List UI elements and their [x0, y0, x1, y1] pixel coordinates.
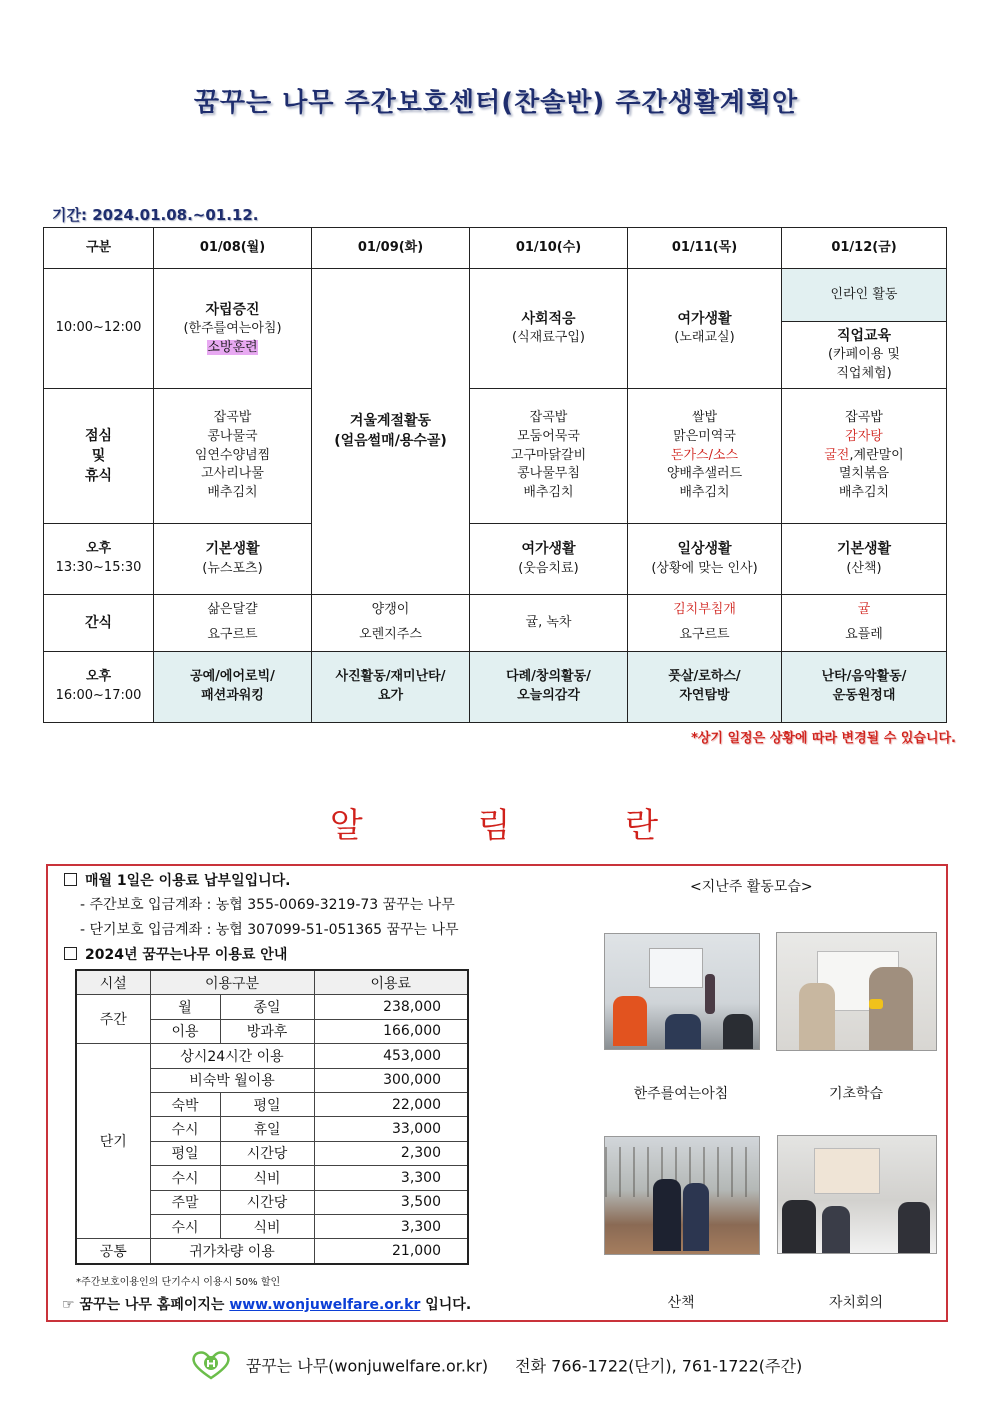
snack-item-special: 김치부침개	[673, 602, 736, 618]
footer-name: 꿈꾸는 나무(wonjuwelfare.or.kr)	[245, 1356, 489, 1376]
activity-line: 운동원정대	[832, 688, 896, 703]
afternoon1-mon-title: 기본생활	[205, 541, 260, 558]
menu-item: 잡곡밥	[213, 409, 252, 425]
schedule-change-note: *상기 일정은 상황에 따라 변경될 수 있습니다.	[691, 731, 956, 746]
photo-caption: 자치회의	[828, 1295, 884, 1311]
photo-caption: 산책	[667, 1295, 695, 1311]
lunch-wed	[470, 389, 628, 524]
lunch-mon	[154, 389, 312, 524]
fee-item: 종일	[220, 995, 314, 1019]
homepage-prefix: 꿈꾸는 나무 홈페이지는	[79, 1297, 225, 1313]
photo-morning	[604, 933, 760, 1050]
photo-council	[777, 1135, 937, 1254]
snack-thu	[628, 595, 782, 652]
afternoon1-label	[44, 524, 154, 595]
schedule-header-row	[44, 228, 947, 269]
afternoon1-label-2: 13:30~15:30	[55, 560, 142, 575]
header-thu: 01/11(목)	[628, 228, 782, 269]
thu-morning-sub: (노래교실)	[674, 330, 735, 346]
activity-line: 오늘의감각	[517, 688, 580, 703]
gallery-title: <지난주 활동모습>	[690, 879, 813, 895]
fri-morning-job-sub1: (카페이용 및	[828, 347, 900, 363]
activity-line: 풋살/로하스/	[668, 669, 741, 685]
fee-item: 귀가차량 이용	[150, 1239, 314, 1264]
activity-line: 공예/에어로빅/	[190, 669, 275, 685]
fee-facility-day: 주간	[76, 995, 150, 1044]
menu-item: 쌀밥	[691, 409, 718, 425]
photo-walk	[604, 1136, 760, 1255]
checkbox-icon	[64, 947, 77, 960]
lunch-label-1: 점심	[84, 427, 113, 444]
thu-morning-title: 여가생활	[677, 310, 732, 327]
mon-morning-title: 자립증진	[205, 301, 260, 318]
activity-line: 요가	[377, 688, 404, 703]
fee-item: 시간당	[220, 1141, 314, 1165]
page-title: 꿈꾸는 나무 주간보호센터(찬솔반) 주간생활계획안	[193, 88, 799, 118]
pointing-hand-icon: ☞	[62, 1297, 80, 1313]
menu-item: 고사리나물	[201, 466, 264, 482]
fee-item: 평일	[220, 1092, 314, 1116]
fee-header-fee: 이용료	[314, 970, 468, 995]
menu-item: 맑은미역국	[673, 428, 736, 444]
table-row	[76, 995, 468, 1019]
fee-subcat: 수시	[150, 1214, 220, 1238]
fri-morning-job	[782, 322, 947, 389]
fee-value: 22,000	[314, 1092, 468, 1116]
header-mon: 01/08(월)	[154, 228, 312, 269]
fee-subcat: 주말	[150, 1190, 220, 1214]
fri-morning-inline: 인라인 활동	[782, 269, 947, 322]
logo-icon	[190, 1350, 232, 1384]
snack-item: 양갱이	[371, 602, 410, 618]
checkbox-icon	[64, 873, 77, 886]
snack-tue	[312, 595, 470, 652]
afternoon2-label	[44, 652, 154, 723]
lunch-thu	[628, 389, 782, 524]
fee-value: 3,300	[314, 1166, 468, 1190]
activity-line: 자연탐방	[679, 688, 730, 703]
menu-item-special: 감자탕	[845, 428, 883, 444]
afternoon1-wed-sub: (웃음치료)	[518, 560, 579, 576]
menu-item-special: 돈가스/소스	[670, 447, 739, 463]
homepage-suffix: 입니다.	[425, 1297, 472, 1313]
fee-value: 453,000	[314, 1044, 468, 1068]
weekly-schedule-table	[43, 227, 947, 723]
fee-item: 상시24시간 이용	[150, 1044, 314, 1068]
header-category: 구분	[44, 228, 154, 269]
menu-item: 양배추샐러드	[666, 466, 743, 482]
mon-morning-sub: (한주를여는아침)	[183, 320, 282, 336]
snack-fri	[782, 595, 947, 652]
afternoon2-wed	[470, 652, 628, 723]
notice-item-payment-text: 매월 1일은 이용료 납부일입니다.	[85, 873, 291, 889]
fri-morning-job-title: 직업교육	[836, 328, 892, 344]
fee-subcat: 평일	[150, 1141, 220, 1165]
afternoon1-label-1: 오후	[85, 541, 112, 557]
lunch-label-2: 및	[91, 447, 106, 464]
fee-value: 238,000	[314, 995, 468, 1019]
fee-table	[75, 969, 469, 1265]
mon-morning-extra: 소방훈련	[207, 339, 258, 355]
notice-item-fees-text: 2024년 꿈꾸는나무 이용료 안내	[85, 947, 288, 963]
lunch-fri	[782, 389, 947, 524]
fee-subcat: 수시	[150, 1166, 220, 1190]
fee-value: 3,300	[314, 1214, 468, 1238]
header-fri: 01/12(금)	[782, 228, 947, 269]
fee-facility-short: 단기	[76, 1044, 150, 1239]
fee-item: 식비	[220, 1214, 314, 1238]
wed-morning-sub: (식재료구입)	[512, 330, 585, 346]
fee-item: 방과후	[220, 1019, 314, 1043]
fee-value: 21,000	[314, 1239, 468, 1264]
activity-line: 사진활동/재미난타/	[335, 669, 446, 685]
lunch-label	[44, 389, 154, 524]
menu-item: 배추김치	[523, 485, 574, 501]
menu-item: 콩나물국	[207, 428, 258, 444]
snack-wed: 귤, 녹차	[470, 595, 628, 652]
afternoon2-label-1: 오후	[85, 669, 112, 685]
notice-title: 알 림 란	[329, 806, 711, 846]
snack-item: 요구르트	[207, 627, 258, 642]
activity-line: 패션과워킹	[201, 688, 264, 703]
afternoon2-thu	[628, 652, 782, 723]
afternoon1-fri-sub: (산책)	[846, 560, 882, 576]
snack-label: 간식	[44, 595, 154, 652]
discount-note: *주간보호이용인의 단기수시 이용시 50% 할인	[76, 1277, 281, 1288]
menu-item: 배추김치	[207, 485, 258, 501]
afternoon1-wed-title: 여가생활	[521, 541, 576, 558]
fee-item: 휴일	[220, 1117, 314, 1141]
menu-item: 배추김치	[838, 485, 890, 501]
menu-item: 잡곡밥	[845, 409, 883, 425]
tue-winter-activity	[312, 269, 470, 595]
menu-item: 모둠어묵국	[517, 428, 580, 444]
lunch-label-3: 휴식	[84, 468, 113, 485]
menu-item: 멸치볶음	[838, 466, 890, 482]
wed-morning-title: 사회적응	[521, 310, 576, 327]
thu-morning	[628, 269, 782, 389]
notice-item-fees	[64, 944, 287, 964]
activity-line: 난타/음악활동/	[821, 669, 907, 685]
menu-item: 배추김치	[679, 485, 730, 501]
fee-item: 시간당	[220, 1190, 314, 1214]
menu-item-special: 굴전	[824, 447, 850, 463]
fee-subcat: 숙박	[150, 1092, 220, 1116]
snack-item-special: 귤	[857, 602, 871, 618]
activity-line: 다례/창의활동/	[506, 669, 591, 685]
mon-morning	[154, 269, 312, 389]
afternoon1-thu-title: 일상생활	[677, 541, 732, 558]
fee-value: 2,300	[314, 1141, 468, 1165]
table-row	[76, 1239, 468, 1264]
account-day: - 주간보호 입금계좌 : 농협 355-0069-3219-73 꿈꾸는 나무	[80, 897, 455, 913]
tue-activity-line1: 겨울계절활동	[349, 413, 432, 429]
fee-header-facility: 시설	[76, 970, 150, 995]
fri-morning-job-sub2: 직업체험)	[836, 366, 892, 382]
snack-item: 오렌지주스	[359, 627, 422, 642]
footer-phone: 전화 766-1722(단기), 761-1722(주간)	[515, 1356, 803, 1376]
fee-facility-common: 공통	[76, 1239, 150, 1264]
footer	[0, 1350, 992, 1384]
afternoon1-fri-title: 기본생활	[836, 541, 892, 558]
account-short: - 단기보호 입금계좌 : 농협 307099-51-051365 꿈꾸는 나무	[80, 922, 459, 938]
afternoon2-label-2: 16:00~17:00	[55, 688, 142, 703]
afternoon1-mon-sub: (뉴스포츠)	[202, 560, 263, 576]
header-wed: 01/10(수)	[470, 228, 628, 269]
notice-item-payment	[64, 870, 291, 890]
photo-study	[776, 932, 937, 1051]
fee-value: 300,000	[314, 1068, 468, 1092]
photo-caption: 한주를여는아침	[633, 1086, 729, 1102]
afternoon1-wed	[470, 524, 628, 595]
afternoon1-thu-sub: (상황에 맞는 인사)	[651, 560, 758, 576]
afternoon1-thu	[628, 524, 782, 595]
fee-value: 3,500	[314, 1190, 468, 1214]
fee-subcat: 수시	[150, 1117, 220, 1141]
period-label: 기간: 2024.01.08.~01.12.	[52, 206, 259, 224]
snack-item: 요구르트	[679, 627, 730, 642]
fee-header-category: 이용구분	[150, 970, 314, 995]
menu-item: 고구마닭갈비	[510, 447, 587, 463]
snack-item: 삶은달걀	[207, 602, 258, 618]
homepage-line	[62, 1294, 471, 1314]
afternoon2-tue	[312, 652, 470, 723]
menu-item: 임연수양념찜	[194, 447, 271, 463]
snack-mon	[154, 595, 312, 652]
fee-header-row	[76, 970, 468, 995]
table-row	[76, 1044, 468, 1068]
afternoon1-fri	[782, 524, 947, 595]
afternoon2-mon	[154, 652, 312, 723]
fee-value: 33,000	[314, 1117, 468, 1141]
fee-value: 166,000	[314, 1019, 468, 1043]
homepage-link[interactable]: www.wonjuwelfare.or.kr	[229, 1297, 421, 1313]
tue-activity-line2: (얼음썰매/용수골)	[334, 433, 447, 450]
fee-subcat: 이용	[150, 1019, 220, 1043]
afternoon2-fri	[782, 652, 947, 723]
header-tue: 01/09(화)	[312, 228, 470, 269]
morning-time: 10:00~12:00	[44, 269, 154, 389]
photo-caption: 기초학습	[828, 1086, 884, 1102]
snack-item: 요플레	[845, 627, 883, 642]
menu-item: 잡곡밥	[529, 409, 568, 425]
fee-item: 비숙박 월이용	[150, 1068, 314, 1092]
menu-item: ,계란말이	[849, 447, 904, 463]
fee-subcat: 월	[150, 995, 220, 1019]
fee-item: 식비	[220, 1166, 314, 1190]
afternoon1-mon	[154, 524, 312, 595]
wed-morning	[470, 269, 628, 389]
menu-item: 콩나물무침	[517, 466, 580, 482]
